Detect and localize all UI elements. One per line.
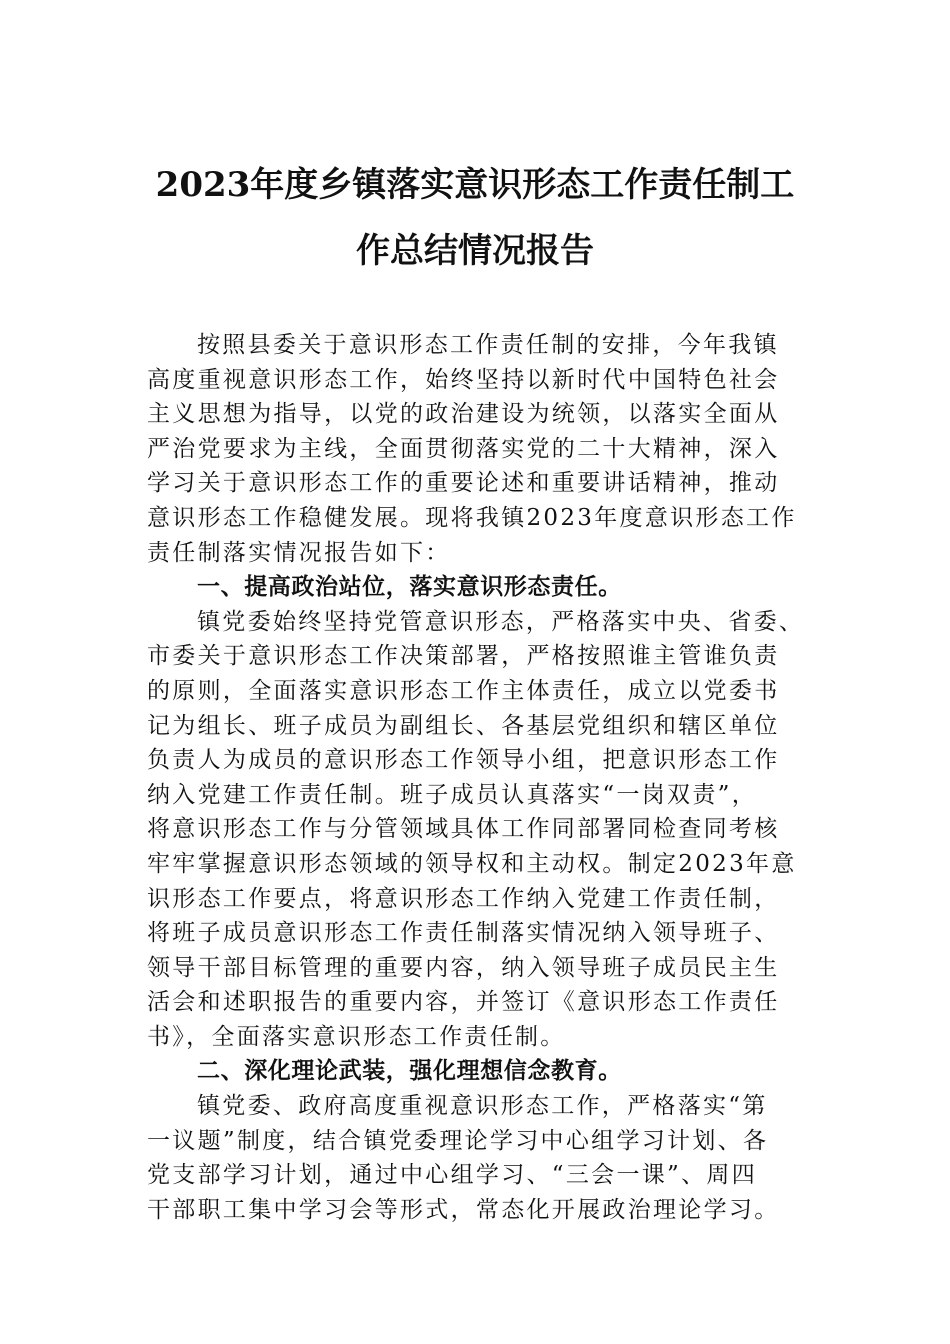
paragraph-line: 市委关于意识形态工作决策部署，严格按照谁主管谁负责 (147, 643, 780, 670)
paragraph-line: 负责人为成员的意识形态工作领导小组，把意识形态工作 (147, 747, 780, 774)
paragraph-line: 纳入党建工作责任制。班子成员认真落实“一岗双责”， (147, 781, 758, 808)
document-title-line-2: 作总结情况报告 (356, 231, 594, 271)
document-body (147, 328, 809, 1227)
paragraph-line: 牢牢掌握意识形态领域的领导权和主动权。制定2023年意 (147, 850, 797, 877)
paragraph-line: 党支部学习计划，通过中心组学习、“三会一课”、周四 (147, 1162, 758, 1189)
paragraph-line: 干部职工集中学习会等形式，常态化开展政治理论学习。 (147, 1196, 780, 1223)
paragraph-line: 一议题”制度，结合镇党委理论学习中心组学习计划、各 (147, 1127, 769, 1154)
paragraph-line: 责任制落实情况报告如下： (147, 539, 451, 566)
document-title-line-1: 2023年度乡镇落实意识形态工作责任制工 (155, 165, 795, 205)
paragraph-line: 意识形态工作稳健发展。现将我镇2023年度意识形态工作 (147, 504, 797, 531)
paragraph-line: 按照县委关于意识形态工作责任制的安排，今年我镇 (197, 332, 779, 358)
paragraph-line: 领导干部目标管理的重要内容，纳入领导班子成员民主生 (147, 954, 780, 981)
paragraph-line: 镇党委、政府高度重视意识形态工作，严格落实“第 (197, 1093, 768, 1120)
section-heading-2: 二、深化理论武装，强化理想信念教育。 (197, 1058, 622, 1085)
paragraph-line: 严治党要求为主线，全面贯彻落实党的二十大精神，深入 (147, 435, 780, 462)
paragraph-line: 识形态工作要点，将意识形态工作纳入党建工作责任制， (147, 885, 780, 912)
paragraph-line: 将班子成员意识形态工作责任制落实情况纳入领导班子、 (147, 920, 780, 947)
paragraph-line: 的原则，全面落实意识形态工作主体责任，成立以党委书 (147, 677, 780, 704)
paragraph-line: 活会和述职报告的重要内容，并签订《意识形态工作责任 (147, 989, 780, 1016)
paragraph-line: 书》，全面落实意识形态工作责任制。 (147, 1023, 566, 1050)
section-heading-1: 一、提高政治站位，落实意识形态责任。 (197, 574, 622, 601)
paragraph-line: 记为组长、班子成员为副组长、各基层党组织和辖区单位 (147, 712, 780, 739)
paragraph-line: 学习关于意识形态工作的重要论述和重要讲话精神，推动 (147, 470, 780, 497)
paragraph-line: 镇党委始终坚持党管意识形态，严格落实中央、省委、 (197, 608, 805, 635)
paragraph-line: 主义思想为指导，以党的政治建设为统领，以落实全面从 (147, 401, 780, 428)
paragraph-line: 高度重视意识形态工作，始终坚持以新时代中国特色社会 (147, 366, 780, 393)
paragraph-line: 将意识形态工作与分管领域具体工作同部署同检查同考核 (147, 816, 780, 843)
